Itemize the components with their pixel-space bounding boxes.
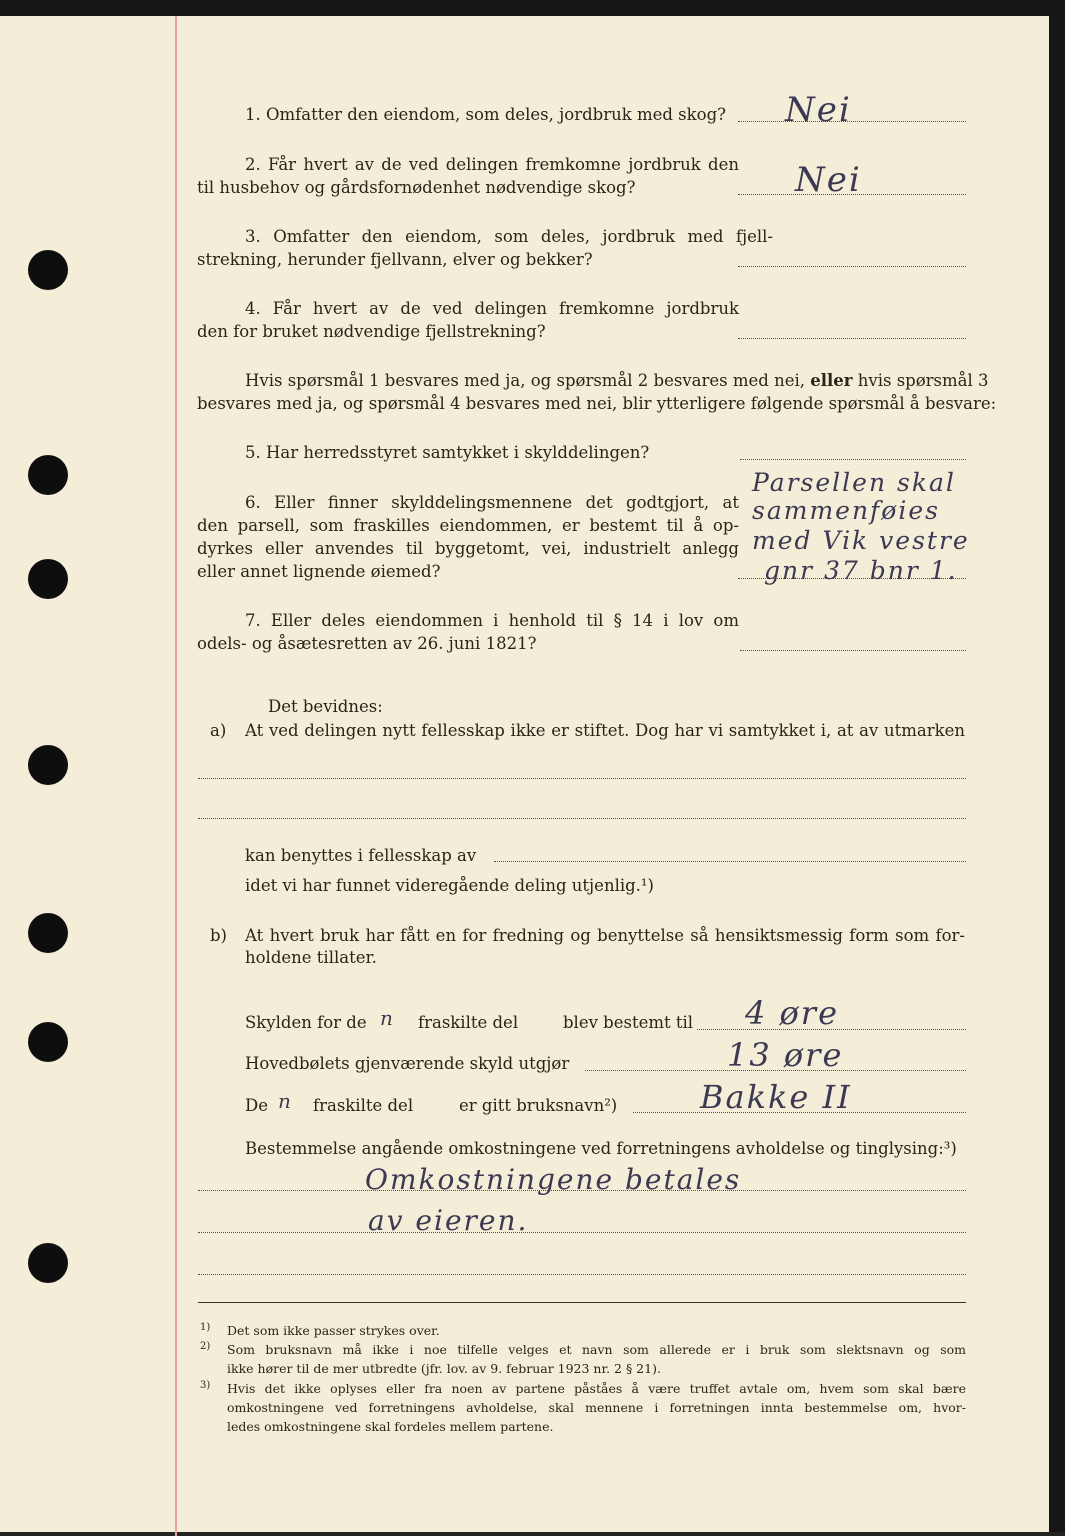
question-1-answer: Nei bbox=[785, 90, 852, 130]
question-6-answer-line-4: gnr 37 bnr 1. bbox=[764, 556, 958, 585]
attest-b-line-2: holdene tillater. bbox=[245, 948, 377, 967]
punch-hole bbox=[28, 559, 68, 599]
attest-b-label: b) bbox=[210, 926, 227, 945]
footnote-3-mark: 3) bbox=[200, 1380, 211, 1391]
footnote-3-line-3: ledes omkostningene skal fordeles mellem partene. bbox=[227, 1419, 554, 1434]
footnote-1-mark: 1) bbox=[200, 1322, 211, 1333]
conditional-line-1: Hvis spørsmål 1 besvares med ja, og spørsmål 2 besvares med nei, eller hvis spørsmål 3 bbox=[245, 371, 989, 390]
question-6-line-4: eller annet lignende øiemed? bbox=[197, 562, 441, 581]
margin-line bbox=[175, 16, 177, 1536]
footnote-2-mark: 2) bbox=[200, 1341, 211, 1352]
bruksnavn-label-c: er gitt bruksnavn²) bbox=[459, 1096, 618, 1115]
punch-hole bbox=[28, 745, 68, 785]
footnote-2-line-2: ikke hører til de mer utbredte (jfr. lov. av 9. februar 1923 nr. 2 § 21). bbox=[227, 1361, 661, 1376]
attest-b-line-1: At hvert bruk har fått en for fredning og benyttelse så hensiktsmessig form som for- bbox=[245, 926, 965, 945]
question-5-text: 5. Har herredsstyret samtykket i skylddelingen? bbox=[245, 443, 650, 462]
skyld-label-a: Skylden for de bbox=[245, 1013, 367, 1032]
costs-label: Bestemmelse angående omkostningene ved forretningens avholdelse og tinglysing:³) bbox=[245, 1139, 957, 1158]
shared-use-label: kan benyttes i fellesskap av bbox=[245, 846, 477, 865]
costs-answer-line-1: Omkostningene betales bbox=[365, 1163, 742, 1196]
attest-a-blank-line-1 bbox=[198, 778, 966, 779]
question-5-answer-line bbox=[740, 459, 966, 460]
scan-edge-bottom bbox=[0, 1532, 1065, 1536]
question-4-line-2: den for bruket nødvendige fjellstrekning? bbox=[197, 322, 546, 341]
punch-hole bbox=[28, 455, 68, 495]
question-7-line-1: 7. Eller deles eiendommen i henhold til § 14 i lov om bbox=[245, 611, 739, 630]
hovedbol-label: Hovedbølets gjenværende skyld utgjør bbox=[245, 1054, 570, 1073]
skyld-label-b: fraskilte del bbox=[418, 1013, 519, 1032]
punch-hole bbox=[28, 250, 68, 290]
bruksnavn-value: Bakke II bbox=[700, 1078, 852, 1116]
question-3-line-2: strekning, herunder fjellvann, elver og bekker? bbox=[197, 250, 593, 269]
question-2-line-1: 2. Får hvert av de ved delingen fremkomne jordbruk den bbox=[245, 155, 739, 174]
question-2-answer: Nei bbox=[795, 160, 862, 200]
question-6-answer-line-1: Parsellen skal bbox=[752, 468, 956, 497]
skyld-value: 4 øre bbox=[745, 994, 840, 1032]
question-4-answer-line bbox=[738, 338, 966, 339]
question-4-line-1: 4. Får hvert av de ved delingen fremkomne jordbruk bbox=[245, 299, 739, 318]
question-3-line-1: 3. Omfatter den eiendom, som deles, jordbruk med fjell- bbox=[245, 227, 773, 246]
costs-line-2 bbox=[198, 1232, 966, 1233]
question-6-answer-line-3: med Vik vestre bbox=[752, 526, 970, 555]
bruksnavn-label-a: De bbox=[245, 1096, 268, 1115]
question-1-text: 1. Omfatter den eiendom, som deles, jordbruk med skog? bbox=[245, 105, 726, 124]
punch-hole bbox=[28, 1243, 68, 1283]
question-6-line-3: dyrkes eller anvendes til byggetomt, vei, industrielt anlegg bbox=[197, 539, 739, 558]
conditional-line-2: besvares med ja, og spørsmål 4 besvares med nei, blir ytterligere følgende spørsmål å besvare: bbox=[197, 394, 997, 413]
scan-edge-right bbox=[1049, 0, 1065, 1536]
skyld-label-c: blev bestemt til bbox=[563, 1013, 694, 1032]
footnote-separator bbox=[198, 1302, 966, 1303]
punch-hole bbox=[28, 1022, 68, 1062]
justification-text: idet vi har funnet videregående deling utjenlig.¹) bbox=[245, 876, 654, 895]
footnote-3-line-1: Hvis det ikke oplyses eller fra noen av partene påståes å være truffet avtale om, hvem som skal bære bbox=[227, 1381, 966, 1396]
footnote-1-text: Det som ikke passer strykes over. bbox=[227, 1323, 440, 1338]
attest-a-blank-line-2 bbox=[198, 818, 966, 819]
bruksnavn-label-b: fraskilte del bbox=[313, 1096, 414, 1115]
question-6-line-1: 6. Eller finner skylddelingsmennene det godtgjort, at bbox=[245, 493, 739, 512]
costs-line-3 bbox=[198, 1274, 966, 1275]
question-3-answer-line bbox=[738, 266, 966, 267]
attest-heading: Det bevidnes: bbox=[268, 697, 383, 716]
skyld-handwritten-mark: n bbox=[380, 1006, 395, 1030]
question-7-answer-line bbox=[740, 650, 966, 651]
punch-hole bbox=[28, 913, 68, 953]
question-6-answer-line-2: sammenføies bbox=[752, 496, 940, 525]
attest-a-text: At ved delingen nytt fellesskap ikke er stiftet. Dog har vi samtykket i, at av utmarken bbox=[245, 721, 965, 740]
hovedbol-value: 13 øre bbox=[727, 1036, 844, 1074]
footnote-3-line-2: omkostningene ved forretningens avholdelse, skal mennene i forretningen innta bestemmelse om, hvor- bbox=[227, 1400, 966, 1415]
question-6-line-2: den parsell, som fraskilles eiendommen, er bestemt til å op- bbox=[197, 516, 739, 535]
bruksnavn-handwritten-mark: n bbox=[278, 1089, 293, 1113]
scan-edge-top bbox=[0, 0, 1065, 16]
footnote-2-line-1: Som bruksnavn må ikke i noe tilfelle velges et navn som allerede er i bruk som slektsnavn og som bbox=[227, 1342, 966, 1357]
attest-a-label: a) bbox=[210, 721, 227, 740]
question-2-line-2: til husbehov og gårdsfornødenhet nødvendige skog? bbox=[197, 178, 636, 197]
shared-use-line bbox=[494, 861, 966, 862]
question-7-line-2: odels- og åsætesretten av 26. juni 1821? bbox=[197, 634, 537, 653]
question-1-answer-line bbox=[738, 121, 966, 122]
costs-answer-line-2: av eieren. bbox=[368, 1204, 529, 1237]
